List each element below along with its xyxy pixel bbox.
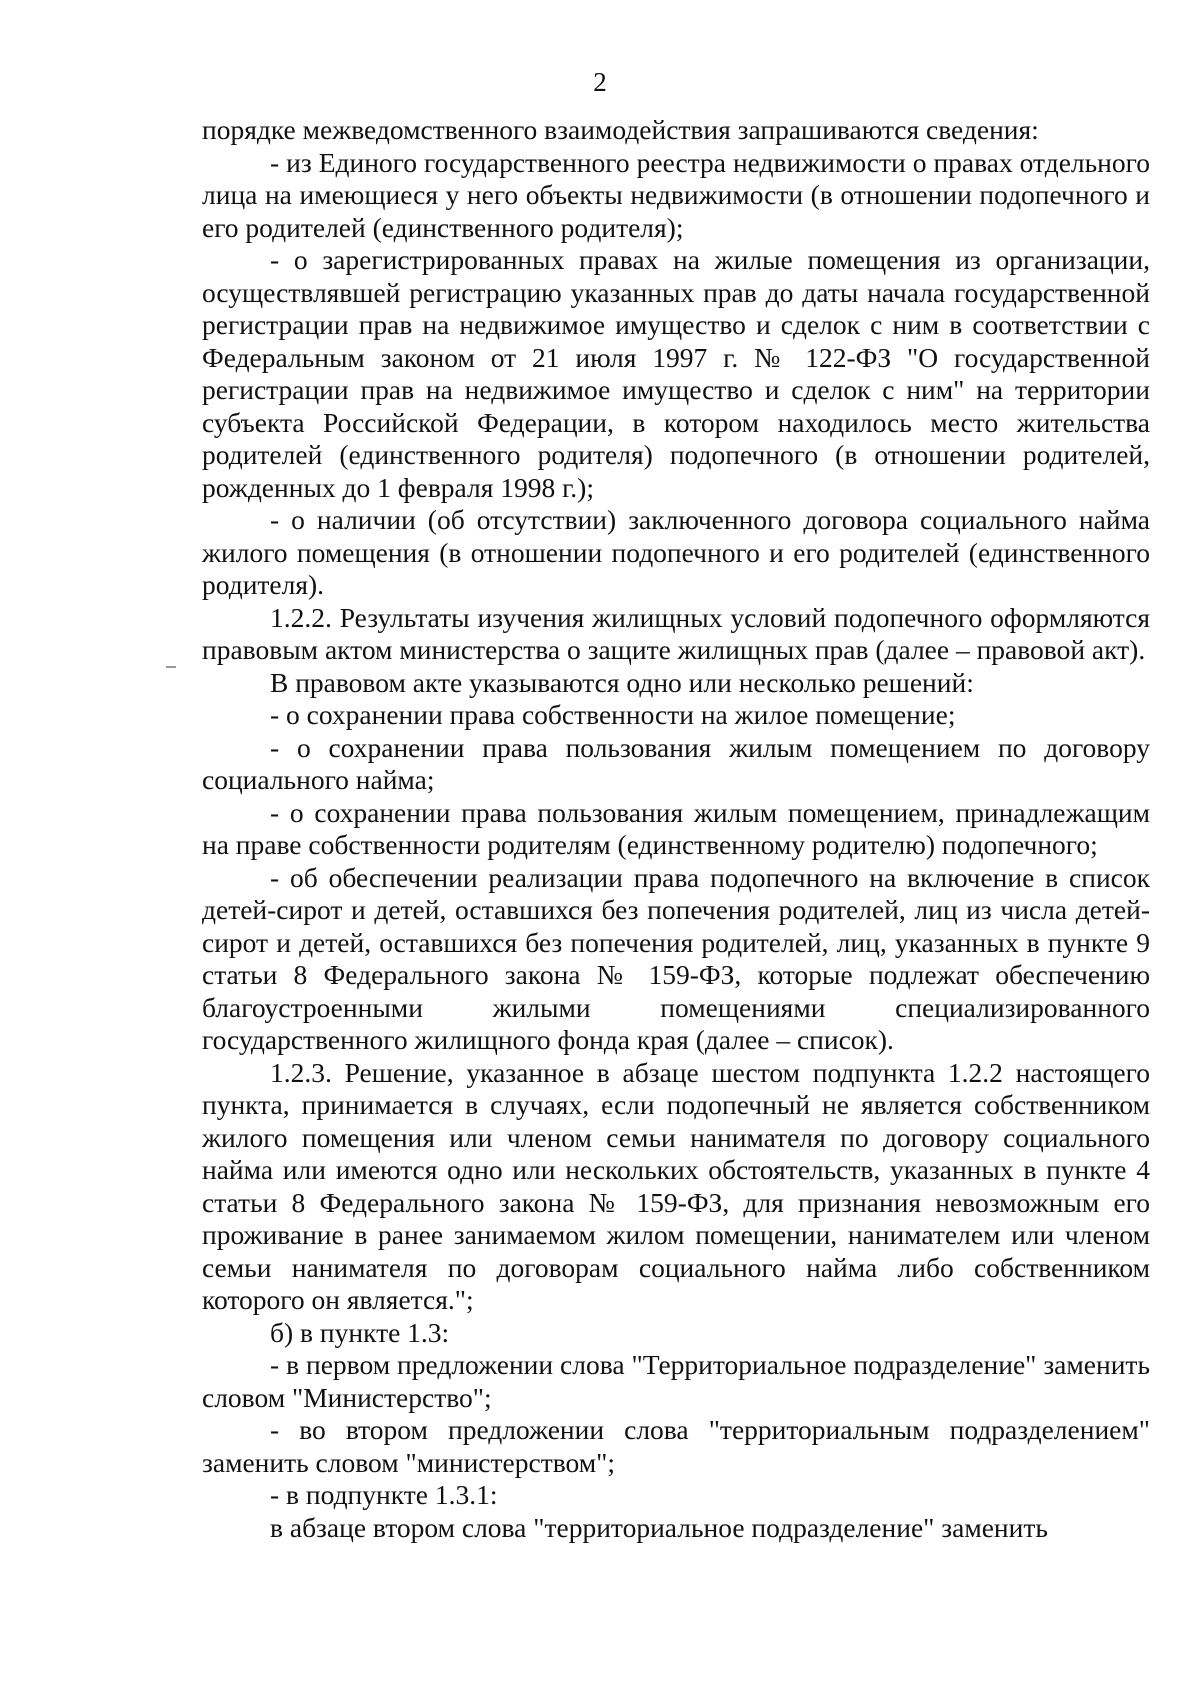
- paragraph: б) в пункте 1.3:: [270, 1316, 450, 1348]
- paragraph: В правовом акте указываются одно или несколько решений:: [270, 666, 974, 698]
- scan-mark: [166, 666, 176, 668]
- paragraph: - о зарегистрированных правах на жилые помещения из организации, осуществлявшей регистрацию указанных прав до даты начала государственной регистрации прав на недвижимое имущество и сделок с ним в соответствии с Федеральным законом от 21 июля 1997 г. № 122-ФЗ "О государственной регистрации прав на недвижимое имущество и сделок с ним" на территории субъекта Российской Федерации, в котором находилось место жительства родителей (единственного родителя) подопечного (в отношении родителей, рожденных до 1 февраля 1998 г.);: [202, 244, 1150, 503]
- paragraph: 1.2.3. Решение, указанное в абзаце шестом подпункта 1.2.2 настоящего пункта, принимается в случаях, если подопечный не является собственником жилого помещения или членом семьи нанимателя по договору социального найма или имеются одно или нескольких обстоятельств, указанных в пункте 4 статьи 8 Федерального закона № 159-ФЗ, для признания невозможным его проживание в ранее занимаемом жилом помещении, нанимателем или членом семьи нанимателя по договорам социального найма либо собственником которого он является.";: [202, 1056, 1150, 1315]
- document-body: [202, 114, 1150, 1544]
- paragraph: - о сохранении права пользования жилым помещением, принадлежащим на праве собственности родителям (единственному родителю) подопечного;: [202, 796, 1150, 860]
- paragraph: - в подпункте 1.3.1:: [270, 1479, 498, 1510]
- paragraph: 1.2.2. Результаты изучения жилищных условий подопечного оформляются правовым актом министерства о защите жилищных прав (далее – правовой акт).: [202, 601, 1150, 665]
- paragraph: - о сохранении права собственности на жилое помещение;: [270, 699, 956, 730]
- paragraph: - из Единого государственного реестра недвижимости о правах отдельного лица на имеющиеся у него объекты недвижимости (в отношении подопечного и его родителей (единственного родителя);: [202, 146, 1150, 243]
- paragraph: порядке межведомственного взаимодействия запрашиваются сведения:: [202, 114, 1039, 145]
- paragraph: - о наличии (об отсутствии) заключенного договора социального найма жилого помещения (в отношении подопечного и его родителей (единственного родителя).: [202, 504, 1150, 600]
- paragraph: - в первом предложении слова "Территориальное подразделение" заменить словом "Министерство";: [202, 1349, 1150, 1413]
- paragraph: в абзаце втором слова "территориальное подразделение" заменить: [270, 1511, 1048, 1543]
- page-number: 2: [593, 67, 607, 97]
- paragraph: - о сохранении права пользования жилым помещением по договору социального найма;: [202, 731, 1150, 795]
- paragraph: - об обеспечении реализации права подопечного на включение в список детей-сирот и детей, оставшихся без попечения родителей, лиц из числа детей-сирот и детей, оставшихся без попечения родителей, лиц, указанных в пункте 9 статьи 8 Федерального закона № 159-ФЗ, которые подлежат обеспечению благоустроенными жилыми помещениями специализированного государственного жилищного фонда края (далее – список).: [202, 861, 1150, 1055]
- paragraph: - во втором предложении слова "территориальным подразделением" заменить словом "министерством";: [202, 1414, 1150, 1478]
